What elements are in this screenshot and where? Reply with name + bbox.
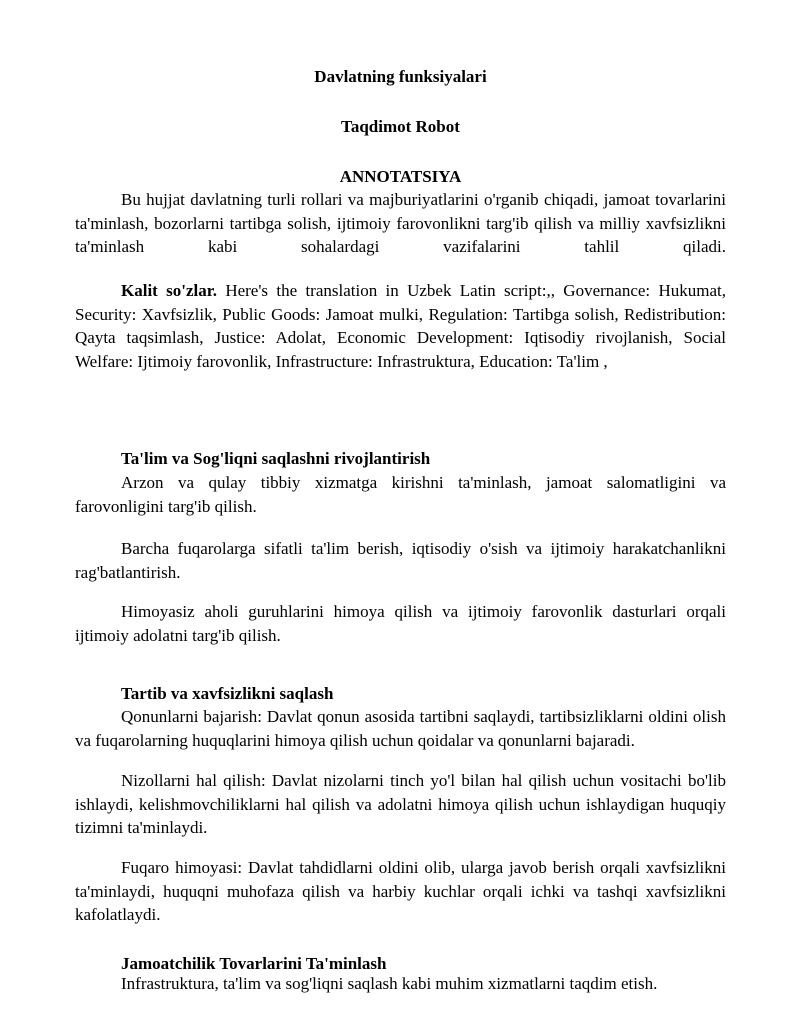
keywords-label: Kalit so'zlar. bbox=[121, 281, 217, 300]
section-paragraph: Barcha fuqarolarga sifatli ta'lim berish, iqtisodiy o'sish va ijtimoiy harakatchanlikni rag'batlantirish. bbox=[75, 539, 726, 582]
section-paragraph: Infrastruktura, ta'lim va sog'liqni saqlash kabi muhim xizmatlarni taqdim etish. bbox=[121, 974, 658, 993]
section-paragraph: Fuqaro himoyasi: Davlat tahdidlarni oldini olib, ularga javob berish orqali xavfsizlikni ta'minlaydi, huquqni muhofaza qilish va harbiy kuchlar orqali ichki va tashqi xavfsizlikni kafolatlaydi. bbox=[75, 858, 726, 924]
document-title: Davlatning funksiyalari bbox=[314, 67, 487, 86]
section-paragraph: Qonunlarni bajarish: Davlat qonun asosida tartibni saqlaydi, tartibsizliklarni oldini olish va fuqarolarning huquqlarini himoya qilish uchun qoidalar va qonunlarni bajaradi. bbox=[75, 707, 726, 750]
section-heading: Jamoatchilik Tovarlarini Ta'minlash bbox=[121, 954, 387, 973]
section-paragraph: Nizollarni hal qilish: Davlat nizolarni tinch yo'l bilan hal qilish uchun vositachi bo'lib ishlaydi, kelishmovchiliklarni hal qilish va adolatni himoya qilish uchun ishlaydigan huquqiy tizimni ta'minlaydi. bbox=[75, 771, 726, 837]
section-paragraph: Arzon va qulay tibbiy xizmatga kirishni ta'minlash, jamoat salomatligini va farovonligini targ'ib qilish. bbox=[75, 473, 726, 516]
keywords-text: Here's the translation in Uzbek Latin script:,, Governance: Hukumat, Security: Xavfsizlik, Public Goods: Jamoat mulki, Regulation: Tartibga solish, Redistribution: Qayta taqsimlash, Justice: Adolat, Economic Development: Iqtisodiy rivojlanish, Social Welfare: Ijtimoiy farovonlik, Infrastructure: Infrastruktura, Education: Ta'lim , bbox=[75, 281, 726, 371]
section-paragraph: Himoyasiz aholi guruhlarini himoya qilish va ijtimoiy farovonlik dasturlari orqali ijtimoiy adolatni targ'ib qilish. bbox=[75, 602, 726, 645]
keywords-paragraph bbox=[75, 279, 726, 373]
abstract-text: Bu hujjat davlatning turli rollari va majburiyatlarini o'rganib chiqadi, jamoat tovarlarini ta'minlash, bozorlarni tartibga solish, ijtimoiy farovonlikni targ'ib qilish va milliy xavfsizlikni ta'minlash kabi sohalardagi vazifalarini tahlil qiladi. bbox=[75, 190, 726, 256]
abstract-heading: ANNOTATSIYA bbox=[339, 167, 462, 186]
document-author: Taqdimot Robot bbox=[341, 117, 460, 136]
section-heading: Tartib va xavfsizlikni saqlash bbox=[121, 684, 334, 703]
section-heading: Ta'lim va Sog'liqni saqlashni rivojlantirish bbox=[121, 449, 431, 468]
